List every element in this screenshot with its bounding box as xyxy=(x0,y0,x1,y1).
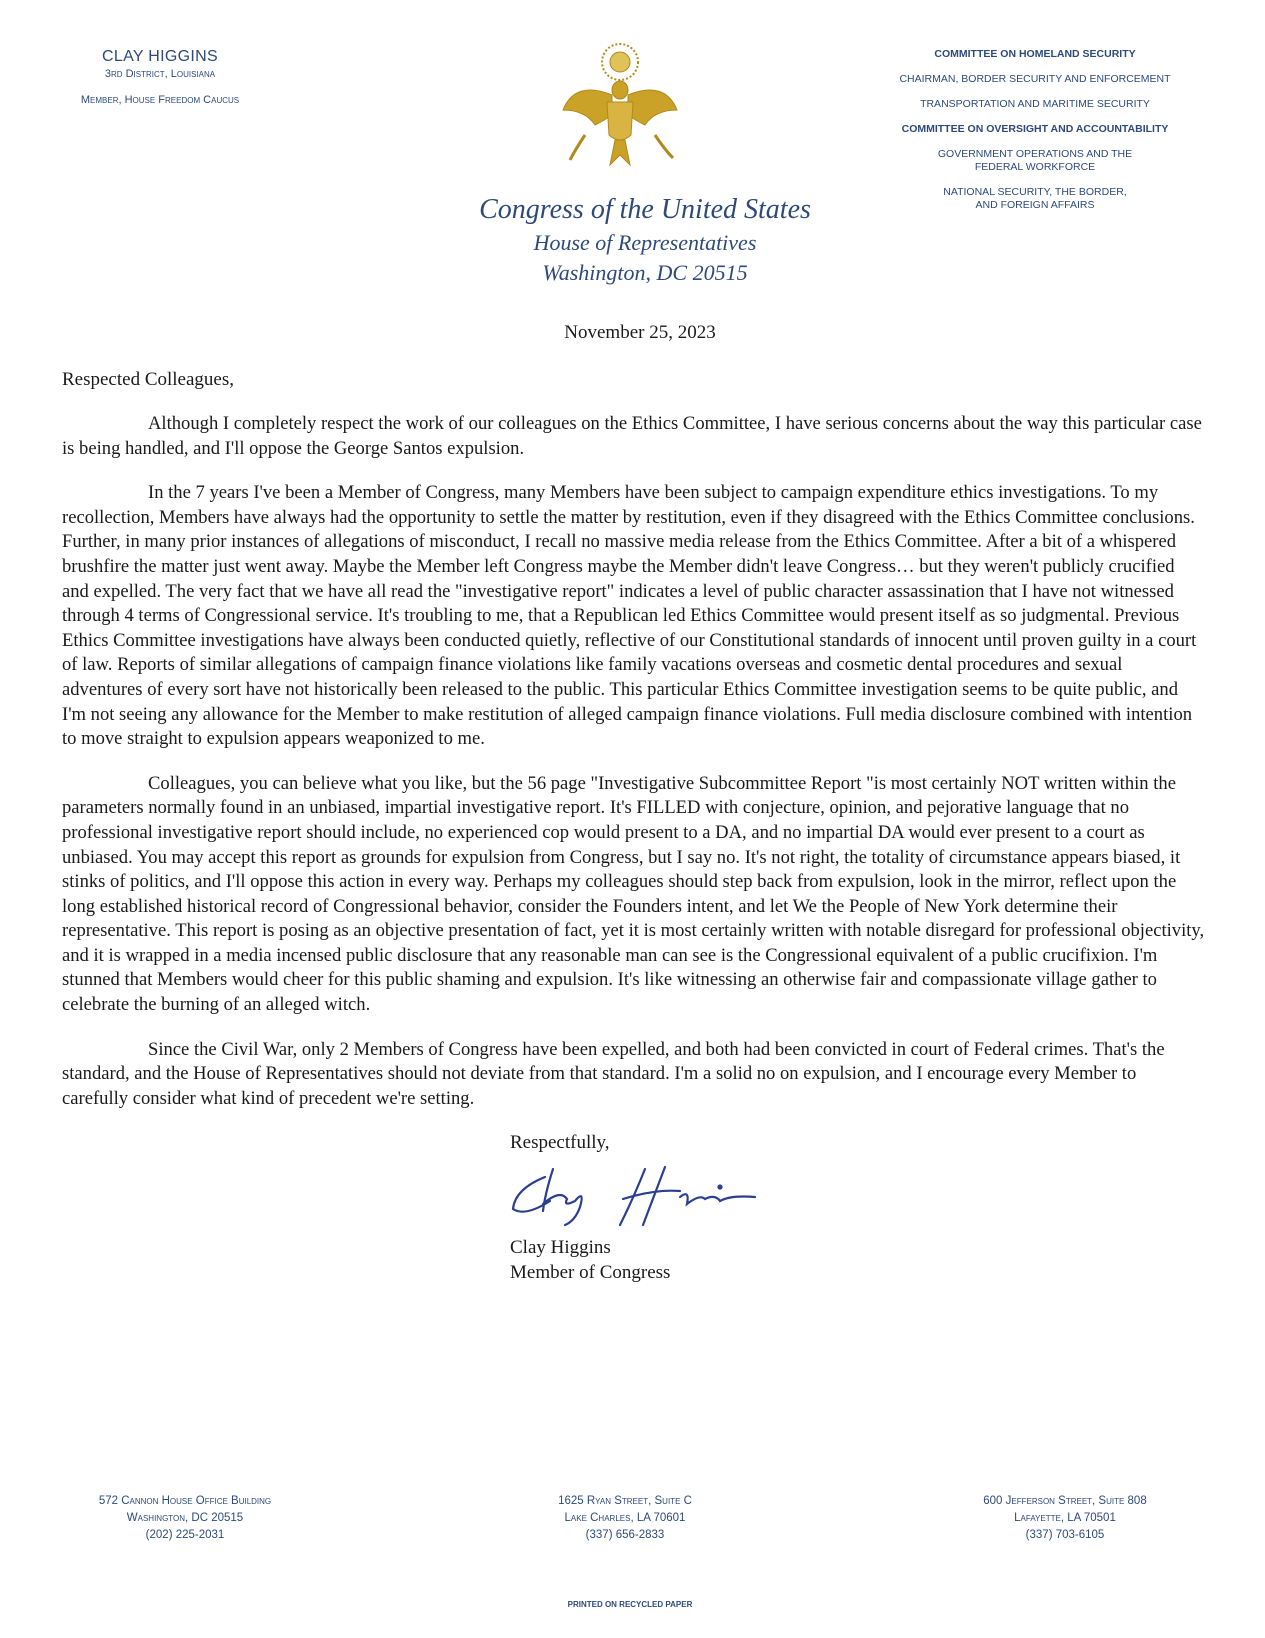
letter-date: November 25, 2023 xyxy=(564,322,716,343)
office-address-lafayette xyxy=(915,1493,1215,1544)
committee-item: GOVERNMENT OPERATIONS AND THE FEDERAL WORKFORCE xyxy=(937,148,1133,173)
address-line: Lake Charles, LA 70601 xyxy=(564,1512,686,1524)
committee-item: CHAIRMAN, BORDER SECURITY AND ENFORCEMENT xyxy=(899,73,1171,85)
body-paragraph: Although I completely respect the work of our colleagues on the Ethics Committee, I have serious concerns about the way this particular case is being handled, and I'll oppose the George Santos expulsion. xyxy=(62,413,1202,459)
address-line: Washington, DC 20515 xyxy=(126,1512,244,1524)
handwritten-signature xyxy=(505,1159,765,1229)
office-phone: (337) 656-2833 xyxy=(585,1529,665,1541)
letterhead-title-address: Washington, DC 20515 xyxy=(542,260,748,285)
signer-name: Clay Higgins xyxy=(510,1237,611,1259)
address-line: 572 Cannon House Office Building xyxy=(98,1495,272,1507)
closing: Respectfully, xyxy=(510,1132,610,1154)
salutation: Respected Colleagues, xyxy=(62,369,235,390)
letter-main xyxy=(62,368,1205,1285)
signer-title: Member of Congress xyxy=(510,1262,671,1284)
address-line: 1625 Ryan Street, Suite C xyxy=(558,1495,692,1507)
letterhead-title-house: House of Representatives xyxy=(533,230,757,255)
great-seal-eagle-icon xyxy=(555,40,685,180)
committee-item: COMMITTEE ON HOMELAND SECURITY xyxy=(934,48,1136,60)
body-paragraph: Colleagues, you can believe what you like, but the 56 page "Investigative Subcommittee Report "is most certainly NOT written within the parameters normally found in an unbiased, impartial investigative report. It's FILLED with conjecture, opinion, and pejorative language that no professional investigative report should include, no experienced cop would present to a DA, and no impartial DA would ever present to a court as unbiased. You may accept this report as grounds for expulsion from Congress, but I say no. It's not right, the totality of circumstance appears biased, it stinks of politics, and I'll oppose this action in every way. Perhaps my colleagues should step back from expulsion, look in the mirror, reflect upon the long established historical record of Congressional behavior, consider the Founders intent, and let We the People of New York determine their representative. This report is posing as an objective presentation of fact, yet it is most certainly written with notable disregard for professional objectivity, and it is wrapped in a media incensed public disclosure that any reasonable man can see is the Congressional equivalent of a public crucifixion. I'm stunned that Members would cheer for this public shaming and expulsion. It's like witnessing an otherwise fair and compassionate village gather to celebrate the burning of an alleged witch. xyxy=(62,772,1205,1016)
closing-block xyxy=(510,1131,1205,1285)
office-addresses xyxy=(35,1493,1215,1544)
office-address-dc xyxy=(35,1493,335,1544)
committee-item: NATIONAL SECURITY, THE BORDER, AND FOREIGN AFFAIRS xyxy=(943,186,1127,211)
signature-block xyxy=(510,1235,1205,1285)
committee-item: TRANSPORTATION AND MARITIME SECURITY xyxy=(920,98,1150,110)
member-letterhead-left xyxy=(30,48,290,106)
office-address-lake-charles xyxy=(475,1493,775,1544)
member-name: CLAY HIGGINS xyxy=(102,48,218,65)
member-district: 3rd District, Louisiana xyxy=(104,68,216,80)
office-phone: (202) 225-2031 xyxy=(145,1529,225,1541)
member-caucus: Member, House Freedom Caucus xyxy=(80,94,240,106)
body-paragraph: In the 7 years I've been a Member of Congress, many Members have been subject to campaign expenditure ethics investigations. To my recollection, Members have always had the opportunity to settle the matter by restitution, even if they disagreed with the Ethics Committee conclusions. Further, in many prior instances of allegations of misconduct, I recall no massive media release from the Ethics Committee. After a bit of a whispered brushfire the matter just went away. Maybe the Member left Congress maybe the Member didn't leave Congress… but they weren't publicly crucified and expelled. The very fact that we have all read the "investigative report" indicates a level of public character assassination that I have not witnessed through 4 terms of Congressional service. It's troubling to me, that a Republican led Ethics Committee would present itself as so judgmental. Previous Ethics Committee investigations have always been conducted quietly, reflective of our Constitutional standards of innocent until proven guilty in a court of law. Reports of similar allegations of campaign finance violations like family vacations overseas and cosmetic dental procedures and sexual adventures of every sort have not historically been released to the public. This particular Ethics Committee investigation seems to be quite public, and I'm not seeing any allowance for the Member to make restitution of alleged campaign finance violations. Full media disclosure combined with intention to move straight to expulsion appears weaponized to me. xyxy=(62,482,1197,750)
committee-list xyxy=(865,48,1205,224)
recycled-paper-note: PRINTED ON RECYCLED PAPER xyxy=(567,1600,693,1609)
committee-item: COMMITTEE ON OVERSIGHT AND ACCOUNTABILITY xyxy=(901,123,1169,135)
letterhead-title-congress: Congress of the United States xyxy=(479,194,811,225)
address-line: 600 Jefferson Street, Suite 808 xyxy=(983,1495,1147,1507)
letterhead-titles xyxy=(440,192,850,288)
body-paragraph: Since the Civil War, only 2 Members of Congress have been expelled, and both had been convicted in court of Federal crimes. That's the standard, and the House of Representatives should not deviate from that standard. I'm a solid no on expulsion, and I encourage every Member to carefully consider what kind of precedent we're setting. xyxy=(62,1038,1165,1109)
address-line: Lafayette, LA 70501 xyxy=(1014,1512,1116,1524)
letter-body xyxy=(62,412,1205,1111)
office-phone: (337) 703-6105 xyxy=(1025,1529,1105,1541)
